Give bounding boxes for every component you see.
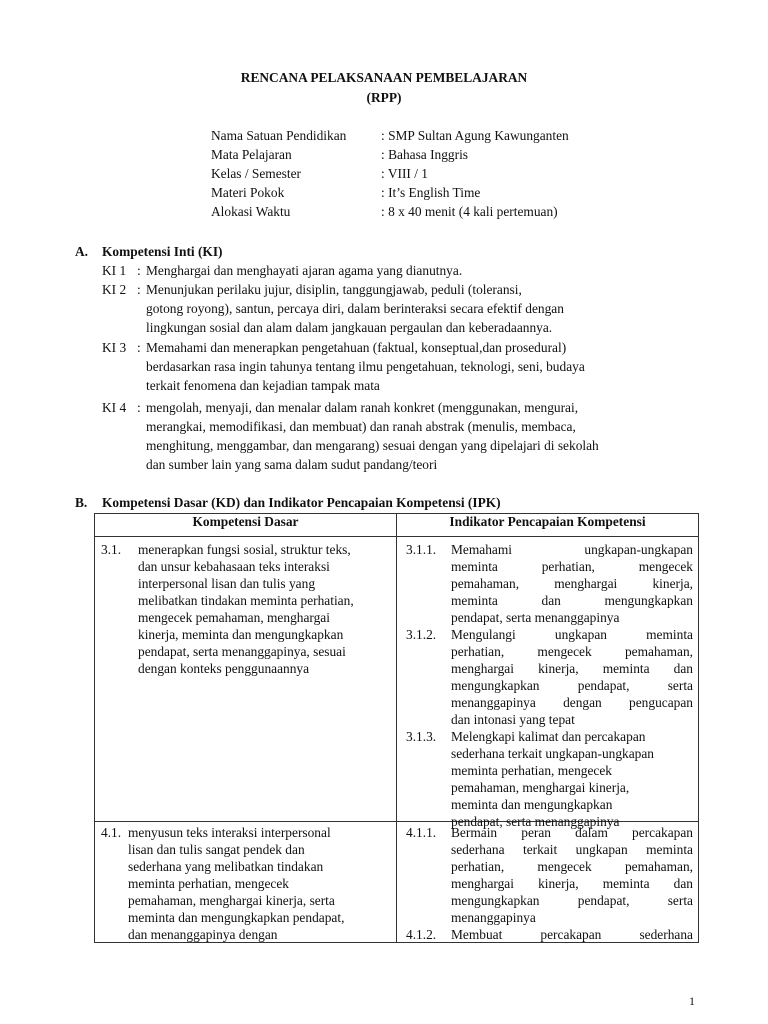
section-a-letter: A. <box>75 244 89 259</box>
ipk-text: perhatian, mengecek pemahaman, <box>451 859 693 874</box>
ipk-number: 4.1.1. <box>406 825 437 840</box>
ipk-number: 4.1.2. <box>406 927 437 942</box>
ki-3-label: KI 3 <box>102 340 127 355</box>
ipk-text: menghargai kinerja, meminta dan <box>451 661 693 676</box>
ipk-text: menanggapinya <box>451 910 536 925</box>
ipk-text: pemahaman, menghargai kinerja, <box>451 780 630 795</box>
kd-text: mengecek pemahaman, menghargai <box>138 610 330 625</box>
ki-2-text: lingkungan sosial dan alam dalam jangkauan pergaulan dan keberadaannya. <box>146 320 553 335</box>
info-value: : Bahasa Inggris <box>381 147 469 162</box>
ki-4-label: KI 4 <box>102 400 127 415</box>
ki-1-label: KI 1 <box>102 263 127 278</box>
ipk-text: pendapat, serta menanggapinya <box>451 814 620 829</box>
kd-text: dan unsur kebahasaan teks interaksi <box>138 559 330 574</box>
section-b-heading: Kompetensi Dasar (KD) dan Indikator Pencapaian Kompetensi (IPK) <box>102 495 501 510</box>
ki-3-text: berdasarkan rasa ingin tahunya tentang ilmu pengetahuan, teknologi, seni, budaya <box>146 359 585 374</box>
ipk-text: meminta perhatian, mengecek <box>451 763 612 778</box>
kd-text: kinerja, meminta dan mengungkapkan <box>138 627 344 642</box>
ipk-text: Bermain peran dalam percakapan <box>451 825 693 840</box>
table-row <box>95 537 699 822</box>
info-key: Kelas / Semester <box>211 166 301 181</box>
ipk-text: meminta dan mengungkapkan <box>451 797 613 812</box>
table-header-row <box>95 514 699 537</box>
ipk-text: mengungkapkan pendapat, serta <box>451 893 693 908</box>
ipk-text: meminta perhatian, mengecek <box>451 559 693 574</box>
info-row-materi <box>211 183 480 202</box>
ki-3-text: Memahami dan menerapkan pengetahuan (faktual, konseptual,dan prosedural) <box>146 340 567 355</box>
info-row-kelas <box>211 164 428 183</box>
kd-number: 4.1. <box>101 825 122 840</box>
info-value: : 8 x 40 menit (4 kali pertemuan) <box>381 204 558 219</box>
kd-text: pemahaman, menghargai kinerja, serta <box>128 893 335 908</box>
document-title: RENCANA PELAKSANAAN PEMBELAJARAN <box>240 70 528 85</box>
info-value: : VIII / 1 <box>381 166 428 181</box>
info-row-mapel <box>211 145 468 164</box>
ipk-text: Melengkapi kalimat dan percakapan <box>451 729 646 744</box>
info-value: : SMP Sultan Agung Kawunganten <box>381 128 569 143</box>
kd-text: dengan konteks penggunaannya <box>138 661 310 676</box>
ipk-number: 3.1.2. <box>406 627 437 642</box>
ki-3-text: terkait fenomena dan kejadian tampak mata <box>146 378 380 393</box>
kd-number: 3.1. <box>101 542 122 557</box>
section-b-letter: B. <box>75 495 88 510</box>
table-header-kd: Kompetensi Dasar <box>95 514 397 537</box>
ki-2-text: Menunjukan perilaku jujur, disiplin, tanggungjawab, peduli (toleransi, <box>146 282 522 297</box>
info-row-alokasi <box>211 202 558 221</box>
kd-text: melibatkan tindakan meminta perhatian, <box>138 593 354 608</box>
table-row <box>95 822 699 943</box>
kd-text: menerapkan fungsi sosial, struktur teks, <box>138 542 351 557</box>
kd-text: pendapat, serta menanggapinya, sesuai <box>138 644 346 659</box>
info-value: : It’s English Time <box>381 185 481 200</box>
ki-2-text: gotong royong), santun, percaya diri, dalam berinteraksi secara efektif dengan <box>146 301 564 316</box>
kd-text: lisan dan tulis sangat pendek dan <box>128 842 305 857</box>
info-key: Alokasi Waktu <box>211 204 291 219</box>
ki-4-text: dan sumber lain yang sama dalam sudut pandang/teori <box>146 457 438 472</box>
kd-cell-3-1 <box>95 537 397 822</box>
ipk-text: menghargai kinerja, meminta dan <box>451 876 693 891</box>
ipk-number: 3.1.3. <box>406 729 437 744</box>
ki-sep: : <box>137 400 141 415</box>
kd-text: dan menanggapinya dengan <box>128 927 278 942</box>
ipk-cell-4-1 <box>397 822 699 943</box>
kd-cell-4-1 <box>95 822 397 943</box>
document-subtitle: (RPP) <box>366 90 402 105</box>
ipk-text: pemahaman, menghargai kinerja, <box>451 576 693 591</box>
ki-1-text: Menghargai dan menghayati ajaran agama yang dianutnya. <box>146 263 463 278</box>
ipk-text: sederhana terkait ungkapan meminta <box>451 842 693 857</box>
ipk-text: sederhana terkait ungkapan-ungkapan <box>451 746 655 761</box>
ki-sep: : <box>137 282 141 297</box>
ki-4-text: mengolah, menyaji, dan menalar dalam ranah konkret (menggunakan, mengurai, <box>146 400 579 415</box>
ipk-text: perhatian, mengecek pemahaman, <box>451 644 693 659</box>
page-number: 1 <box>689 994 695 1008</box>
kd-text: sederhana yang melibatkan tindakan <box>128 859 324 874</box>
ipk-text: Mengulangi ungkapan meminta <box>451 627 693 642</box>
ki-4-text: menghitung, menggambar, dan mengarang) sesuai dengan yang dipelajari di sekolah <box>146 438 599 453</box>
kd-text: menyusun teks interaksi interpersonal <box>128 825 331 840</box>
ipk-number: 3.1.1. <box>406 542 437 557</box>
ki-4-text: merangkai, memodifikasi, dan membuat) dan ranah abstrak (menulis, membaca, <box>146 419 576 434</box>
kd-text: interpersonal lisan dan tulis yang <box>138 576 316 591</box>
kd-ipk-table <box>94 513 699 943</box>
ipk-text: Memahami ungkapan-ungkapan <box>451 542 693 557</box>
ipk-cell-3-1 <box>397 537 699 829</box>
ipk-text: meminta dan mengungkapkan <box>451 593 693 608</box>
ipk-text: menanggapinya dengan pengucapan <box>451 695 693 710</box>
info-key: Nama Satuan Pendidikan <box>211 128 347 143</box>
ipk-text: mengungkapkan pendapat, serta <box>451 678 693 693</box>
kd-text: meminta perhatian, mengecek <box>128 876 289 891</box>
ipk-text: Membuat percakapan sederhana <box>451 927 693 942</box>
table-header-ipk: Indikator Pencapaian Kompetensi <box>397 514 699 537</box>
ki-sep: : <box>137 263 141 278</box>
info-key: Mata Pelajaran <box>211 147 292 162</box>
ipk-text: dan intonasi yang tepat <box>451 712 575 727</box>
ki-sep: : <box>137 340 141 355</box>
section-a-heading: Kompetensi Inti (KI) <box>102 244 223 259</box>
info-row-satuan <box>211 126 569 145</box>
kd-text: meminta dan mengungkapkan pendapat, <box>128 910 345 925</box>
ki-2-label: KI 2 <box>102 282 127 297</box>
ipk-text: pendapat, serta menanggapinya <box>451 610 620 625</box>
info-key: Materi Pokok <box>211 185 285 200</box>
